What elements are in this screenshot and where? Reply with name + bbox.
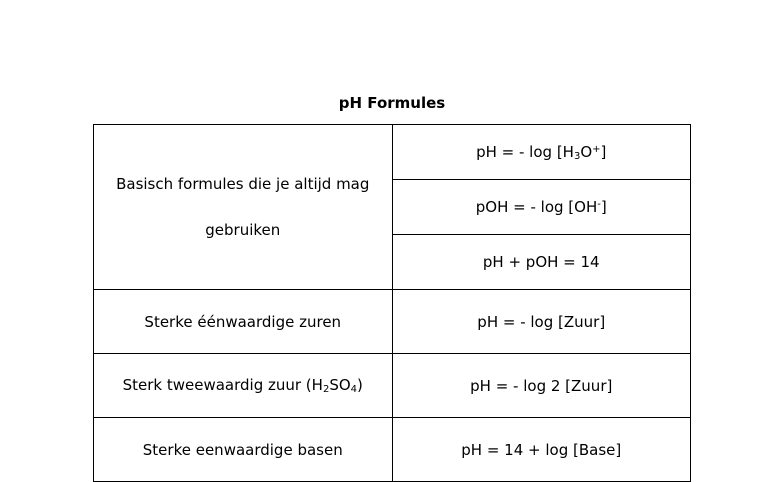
formula-table xyxy=(93,124,691,482)
table-row xyxy=(94,125,691,180)
formula-cell xyxy=(392,180,691,235)
formula-text: pOH = - log [OH xyxy=(475,198,598,216)
row-label: Sterke éénwaardige zuren xyxy=(144,312,342,331)
row-label: SO xyxy=(329,376,351,394)
row-label-cell xyxy=(94,290,393,354)
superscript: + xyxy=(592,143,601,155)
formula-text: O xyxy=(580,142,593,161)
formula-cell xyxy=(392,235,691,290)
row-label: Sterke eenwaardige basen xyxy=(142,440,343,459)
formula-text: pH + pOH = 14 xyxy=(482,253,600,271)
formula-text: pH = - log [Zuur] xyxy=(477,312,606,331)
table-row xyxy=(94,290,691,354)
formula-cell xyxy=(392,290,691,354)
basic-formulas-label-cell xyxy=(94,125,393,290)
formula-cell xyxy=(392,125,691,180)
row-label: Sterk tweewaardig zuur (H xyxy=(122,376,323,394)
row-label: Basisch formules die je altijd mag gebruiken xyxy=(116,175,370,239)
table-row xyxy=(94,354,691,418)
table-row xyxy=(94,418,691,482)
formula-cell xyxy=(392,418,691,482)
row-label-cell xyxy=(94,354,393,418)
row-label: ) xyxy=(357,376,363,394)
formula-text: ] xyxy=(600,198,607,216)
subscript: 4 xyxy=(350,384,358,395)
formula-text: pH = 14 + log [Base] xyxy=(461,440,622,459)
subscript: 3 xyxy=(573,150,581,162)
page-title: pH Formules xyxy=(338,94,446,112)
formula-text: pH = - log [H xyxy=(476,142,574,161)
superscript: - xyxy=(597,199,601,210)
row-label-cell xyxy=(94,418,393,482)
formula-text: pH = - log 2 [Zuur] xyxy=(470,376,613,395)
formula-cell xyxy=(392,354,691,418)
subscript: 2 xyxy=(322,384,330,395)
formula-text: ] xyxy=(600,142,607,161)
